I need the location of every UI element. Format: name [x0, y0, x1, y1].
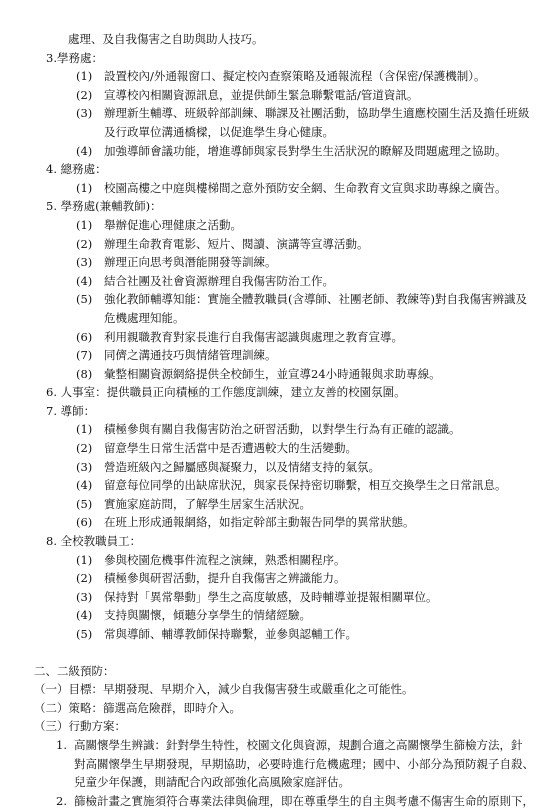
secondary-title: 二、二級預防：: [34, 663, 115, 678]
item-text: [104, 67, 515, 86]
section-heading: 5. 學務處(兼輔教師)：: [46, 199, 162, 214]
item-number: (3): [76, 255, 93, 270]
list-item: [0, 365, 515, 384]
list-item: [0, 439, 515, 458]
plan-line: 兒童少年保護，則請配合內政部強化高風險家庭評估。: [74, 775, 350, 790]
item-number: (4): [76, 478, 93, 493]
item-text: [104, 439, 515, 458]
item-line: 積極參與有關自我傷害防治之研習活動，以對學生行為有正確的認識。: [104, 422, 461, 437]
plan-text: [74, 736, 534, 792]
item-line: 加強導師會議功能，增進導師與家長對學生生活狀況的瞭解及問題處理之協助。: [104, 143, 507, 158]
item-text: [104, 253, 515, 272]
item-text: [104, 142, 515, 161]
item-number: (1): [76, 180, 93, 195]
item-line: 實施家庭訪問，了解學生居家生活狀況。: [104, 496, 311, 511]
list-item: [0, 625, 515, 644]
item-number: (8): [76, 366, 93, 381]
list-item: [0, 179, 515, 198]
list-item: [0, 551, 515, 570]
item-number: (4): [76, 608, 93, 623]
list-item: [0, 495, 515, 514]
item-line: 保持對「異常舉動」學生之高度敏感，及時輔導並提報相關單位。: [104, 589, 438, 604]
item-line: 辦理正向思考與潛能開發等訓練。: [104, 255, 277, 270]
item-line: 及行政單位溝通橋樑，以促進學生身心健康。: [104, 124, 334, 139]
item-line: 同儕之溝通技巧與情緒管理訓練。: [104, 348, 277, 363]
list-item: [0, 216, 515, 235]
list-item: [0, 458, 515, 477]
list-item: [0, 253, 515, 272]
section-heading: 3.學務處：: [46, 50, 103, 65]
item-text: [104, 272, 515, 291]
secondary-plan-heading: （三）行動方案：: [34, 719, 126, 734]
item-text: [104, 458, 515, 477]
secondary-strategy: （二）策略：篩選高危險群，即時介入。: [34, 700, 241, 715]
item-text: [104, 328, 515, 347]
item-text: [104, 625, 515, 644]
item-line: 支持與關懷，傾聽分享學生的情緒經驗。: [104, 608, 311, 623]
item-number: (5): [76, 292, 93, 307]
section-gap: [0, 644, 515, 662]
item-line: 危機處理知能。: [104, 310, 185, 325]
item-line: 辦理新生輔導、班級幹部訓練、聯課及社團活動，協助學生適應校園生活及擔任班級: [104, 106, 530, 121]
item-line: 校園高樓之中庭與樓梯間之意外預防安全網、生命教育文宣與求助專線之廣告。: [104, 180, 507, 195]
item-line: 留意每位同學的出缺席狀況，與家長保持密切聯繫，相互交換學生之日常訊息。: [104, 478, 507, 493]
plan-item: [0, 736, 534, 792]
item-line: 積極參與研習活動，提升自我傷害之辨識能力。: [104, 571, 346, 586]
sections: [0, 49, 530, 644]
list-item: [0, 346, 515, 365]
plan-line: 高關懷學生辨識：針對學生特性，校園文化與資源，規劃合適之高關懷學生篩檢方法，針: [74, 737, 523, 752]
item-number: (1): [76, 69, 93, 84]
item-number: (1): [76, 422, 93, 437]
item-text: [104, 290, 527, 327]
item-number: (1): [76, 552, 93, 567]
item-number: (2): [76, 571, 93, 586]
item-text: [104, 513, 515, 532]
plan-number: 2.: [56, 793, 67, 808]
item-text: [104, 365, 515, 384]
secondary-goal: （一）目標：早期發現、早期介入，減少自我傷害發生或嚴重化之可能性。: [34, 682, 414, 697]
item-line: 利用親職教育對家長進行自我傷害認識與處理之教育宣導。: [104, 329, 403, 344]
item-text: [104, 104, 530, 141]
list-item: [0, 420, 515, 439]
item-text: [104, 216, 515, 235]
item-line: 宣導校內相關資源訊息，並提供師生緊急聯繫電話/管道資訊。: [104, 87, 419, 102]
list-item: [0, 476, 515, 495]
plan-text: [74, 792, 534, 810]
list-item: [0, 142, 515, 161]
item-number: (3): [76, 106, 93, 121]
plan-line: 對高關懷學生早期發現，早期協助，必要時進行危機處理；國中、小部分為預防親子自殺、: [74, 756, 534, 771]
list-item: [0, 513, 515, 532]
list-item: [0, 588, 515, 607]
item-number: (2): [76, 87, 93, 102]
list-item: [0, 86, 515, 105]
item-number: (5): [76, 627, 93, 641]
item-text: [104, 476, 515, 495]
item-text: [104, 495, 515, 514]
item-text: [104, 606, 515, 625]
list-item: [0, 606, 515, 625]
plan-number: 1.: [56, 737, 67, 752]
item-line: 在班上形成通報網絡，如指定幹部主動報告同學的異常狀態。: [104, 515, 415, 530]
item-line: 設置校內/外通報窗口、擬定校內查察策略及通報流程（含保密/保護機制）。: [104, 69, 486, 84]
item-line: 營造班級內之歸屬感與凝聚力，以及情緒支持的氣氛。: [104, 459, 380, 474]
plan-item: [0, 792, 534, 810]
item-line: 彙整相關資源網絡提供全校師生，並宣導24小時通報與求助專線。: [104, 366, 441, 381]
list-item: [0, 290, 527, 327]
item-line: 強化教師輔導知能：實施全體教職員(含導師、社團老師、教練等)對自我傷害辨識及: [104, 292, 527, 307]
item-text: [104, 551, 515, 570]
item-line: 舉辦促進心理健康之活動。: [104, 217, 242, 232]
list-item: [0, 272, 515, 291]
item-text: [104, 420, 515, 439]
list-item: [0, 328, 515, 347]
list-item: [0, 104, 530, 141]
section-heading: 6. 人事室：提供職員正向積極的工作態度訓練，建立友善的校園氛圍。: [46, 385, 406, 400]
plans: [0, 736, 534, 810]
list-item: [0, 235, 515, 254]
item-text: [104, 86, 515, 105]
item-text: [104, 235, 515, 254]
item-text: [104, 346, 515, 365]
item-line: 留意學生日常生活當中是否遭遇較大的生活變動。: [104, 441, 357, 456]
item-number: (2): [76, 441, 93, 456]
list-item: [0, 67, 515, 86]
item-number: (6): [76, 329, 93, 344]
item-line: 參與校園危機事件流程之演練，熟悉相關程序。: [104, 552, 346, 567]
item-text: [104, 179, 515, 198]
item-number: (4): [76, 273, 93, 288]
item-number: (7): [76, 348, 93, 363]
item-text: [104, 569, 515, 588]
item-line: 常與導師、輔導教師保持聯繫，並參與認輔工作。: [104, 627, 357, 641]
section-heading: 4. 總務處：: [46, 162, 107, 177]
item-line: 辦理生命教育電影、短片、閱讀、演講等宣導活動。: [104, 236, 369, 251]
item-number: (1): [76, 217, 93, 232]
section-heading: 8. 全校教職員工：: [46, 534, 142, 549]
item-number: (6): [76, 515, 93, 530]
section-heading: 7. 導師：: [46, 403, 96, 418]
list-item: [0, 569, 515, 588]
item-text: [104, 588, 515, 607]
plan-line: 篩檢計畫之實施須符合專業法律與倫理，即在尊重學生的自主與考慮不傷害生命的原則下，: [74, 793, 534, 808]
item-number: (3): [76, 589, 93, 604]
item-number: (3): [76, 459, 93, 474]
item-number: (5): [76, 496, 93, 511]
intro-continuation: 處理、及自我傷害之自助與助人技巧。: [68, 32, 264, 46]
item-line: 結合社團及社會資源辦理自我傷害防治工作。: [104, 273, 334, 288]
item-number: (4): [76, 143, 93, 158]
item-number: (2): [76, 236, 93, 251]
